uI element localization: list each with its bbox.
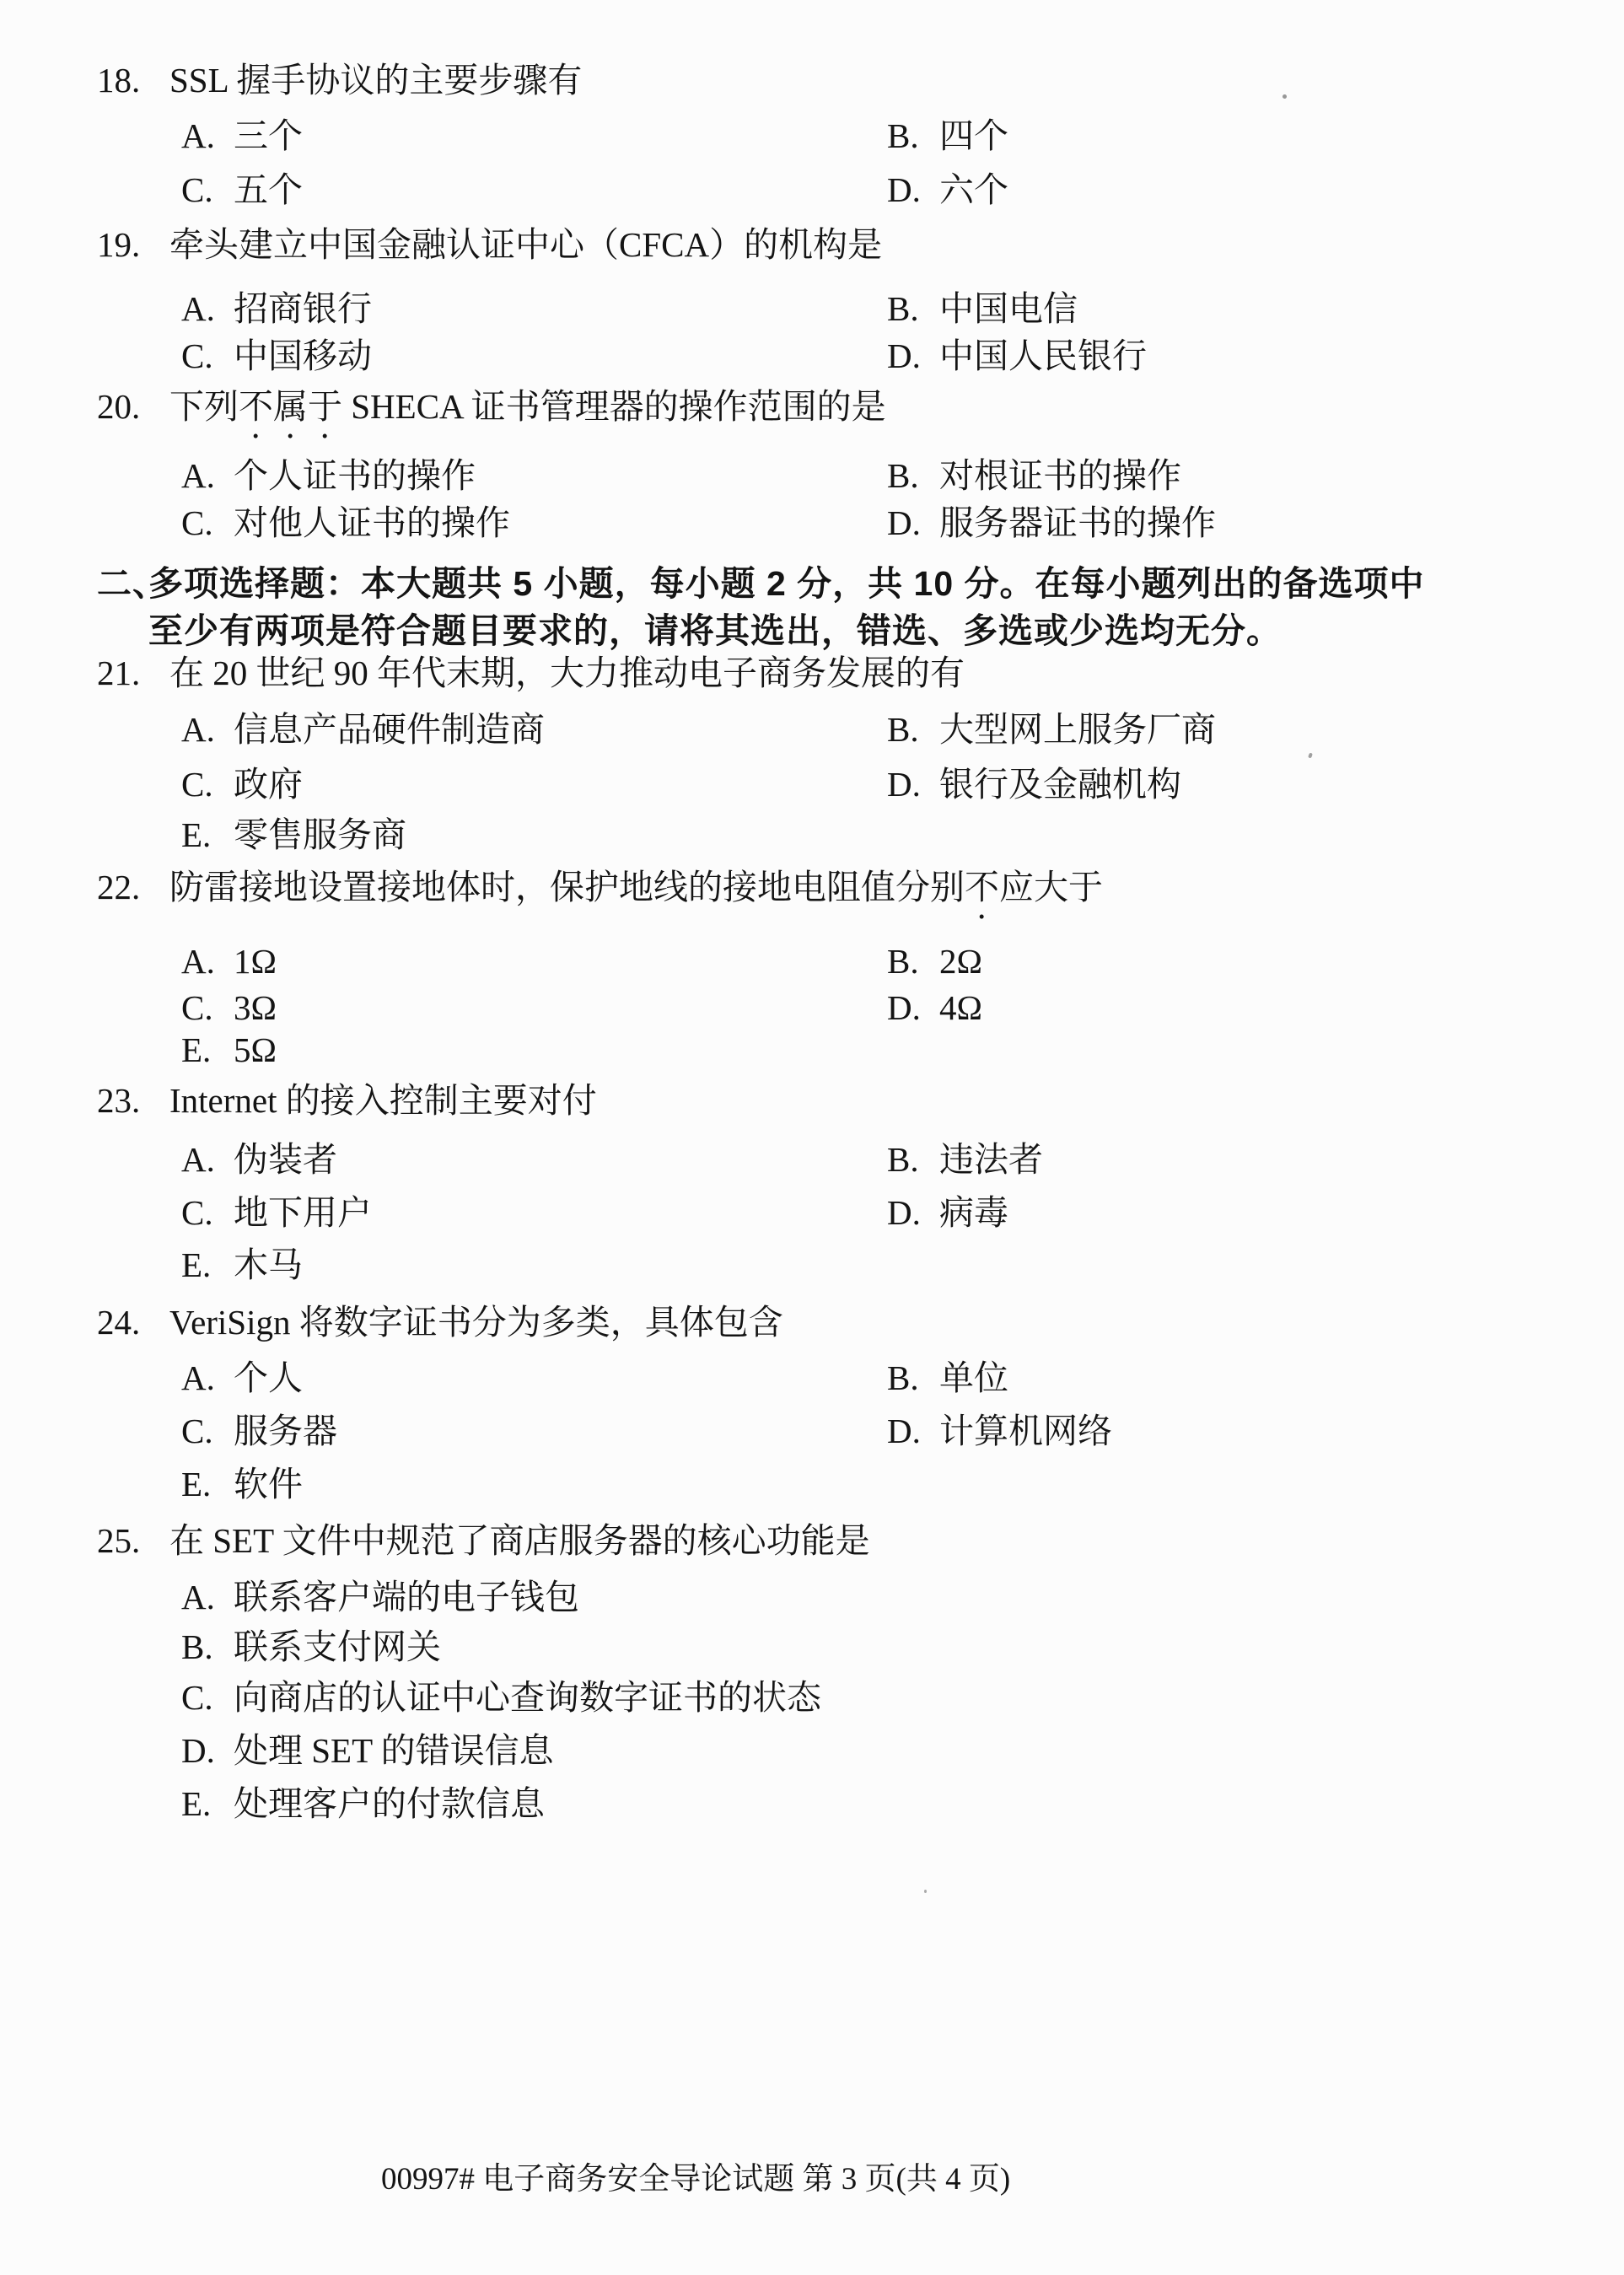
option-text: 软件	[234, 1465, 303, 1503]
option-text: 5Ω	[234, 1030, 277, 1069]
option-a	[181, 708, 545, 750]
question-24	[0, 1301, 1624, 1343]
option-text: 单位	[939, 1358, 1008, 1397]
question-number: 25.	[97, 1521, 141, 1560]
question-25-option-d	[0, 1729, 1624, 1772]
option-key: A.	[181, 116, 215, 155]
option-d	[887, 502, 1216, 544]
option-key: D.	[887, 336, 921, 375]
option-e	[181, 814, 406, 856]
question-number: 23.	[97, 1081, 141, 1120]
option-key: B.	[887, 710, 919, 749]
option-text: 2Ω	[939, 942, 982, 981]
option-text: 木马	[234, 1245, 303, 1284]
question-text	[169, 385, 886, 446]
option-text: 中国电信	[939, 289, 1078, 328]
scan-speck	[924, 1890, 927, 1893]
question-25-option-a	[0, 1576, 1624, 1618]
option-text: 中国人民银行	[939, 336, 1147, 375]
option-b	[887, 115, 1008, 157]
question-18-options-ab	[0, 115, 1624, 157]
option-key: B.	[887, 1358, 919, 1397]
option-b	[887, 454, 1181, 497]
option-key: D.	[887, 1193, 921, 1232]
option-b	[887, 708, 1216, 750]
option-b	[887, 940, 982, 982]
option-text: 服务器证书的操作	[939, 503, 1216, 542]
option-key: B.	[887, 289, 919, 328]
question-text	[169, 652, 965, 713]
question-25-option-e	[0, 1783, 1624, 1825]
option-key: B.	[887, 116, 919, 155]
question-24-option-e	[0, 1463, 1624, 1505]
option-e	[181, 1029, 277, 1071]
question-24-options-ab	[0, 1357, 1624, 1399]
option-b	[887, 288, 1078, 330]
question-text-pre: 防雷接地设置接地体时，保护地线的接地电阻值分别	[169, 868, 965, 906]
option-b	[887, 1138, 1043, 1181]
option-a	[181, 288, 372, 330]
section-2-header-line-1	[0, 562, 1624, 605]
option-text: 个人证书的操作	[234, 456, 476, 495]
option-c	[181, 987, 277, 1029]
question-text	[169, 1301, 783, 1362]
option-d	[181, 1729, 554, 1772]
option-c	[181, 1410, 337, 1452]
option-text: 地下用户	[234, 1193, 372, 1232]
question-18-options-cd	[0, 169, 1624, 211]
question-25-option-c	[0, 1676, 1624, 1718]
question-text	[169, 866, 1103, 927]
option-key: C.	[181, 1193, 213, 1232]
scan-speck	[1283, 94, 1287, 99]
option-key: D.	[181, 1731, 215, 1770]
question-number: 19.	[97, 225, 141, 264]
question-text-pre: 在 20 世纪 90 年代末期，大力推动电子商务发展的有	[169, 653, 965, 692]
option-d	[887, 763, 1181, 805]
option-a	[181, 940, 277, 982]
question-19	[0, 223, 1624, 266]
question-21	[0, 652, 1624, 694]
option-key: C.	[181, 765, 213, 804]
option-c	[181, 169, 303, 211]
option-e	[181, 1783, 545, 1825]
question-text-post: 应大于	[999, 868, 1103, 906]
question-20-options-ab	[0, 454, 1624, 497]
question-22	[0, 866, 1624, 908]
question-text-pre: VeriSign 将数字证书分为多类，具体包含	[169, 1303, 783, 1342]
option-c	[181, 335, 372, 377]
option-key: C.	[181, 170, 213, 209]
option-key: C.	[181, 988, 213, 1027]
question-text-emphasis: 不属于	[239, 387, 342, 426]
option-c	[181, 1676, 821, 1718]
option-text: 三个	[234, 116, 303, 155]
option-text: 零售服务商	[234, 815, 406, 854]
question-23	[0, 1079, 1624, 1121]
question-number: 24.	[97, 1303, 141, 1342]
section-2-header-line-2	[0, 610, 1624, 652]
question-text-pre: 在 SET 文件中规范了商店服务器的核心功能是	[169, 1521, 870, 1560]
option-a	[181, 115, 303, 157]
option-key: B.	[181, 1627, 213, 1666]
option-text: 联系客户端的电子钱包	[234, 1578, 579, 1616]
scan-speck	[1308, 752, 1313, 758]
option-key: E.	[181, 815, 212, 854]
option-text: 政府	[234, 765, 303, 804]
option-text: 六个	[939, 170, 1008, 209]
option-key: E.	[181, 1030, 212, 1069]
option-key: B.	[887, 1140, 919, 1179]
section-header-text: 至少有两项是符合题目要求的，请将其选出，错选、多选或少选均无分。	[148, 611, 1282, 650]
option-key: A.	[181, 1358, 215, 1397]
question-21-options-cd	[0, 763, 1624, 805]
option-c	[181, 502, 510, 544]
question-number: 21.	[97, 653, 141, 692]
option-text: 伪装者	[234, 1140, 337, 1179]
option-key: C.	[181, 503, 213, 542]
option-text: 1Ω	[234, 942, 277, 981]
option-text: 处理 SET 的错误信息	[234, 1731, 554, 1770]
option-key: D.	[887, 765, 921, 804]
question-text-post: SHECA 证书管理器的操作范围的是	[342, 387, 886, 426]
option-text: 4Ω	[939, 988, 982, 1027]
option-key: D.	[887, 503, 921, 542]
question-23-options-cd	[0, 1191, 1624, 1234]
option-key: C.	[181, 1412, 213, 1450]
option-d	[887, 1410, 1112, 1452]
option-b	[181, 1626, 441, 1668]
question-number: 20.	[97, 387, 141, 426]
question-20	[0, 385, 1624, 428]
option-key: D.	[887, 988, 921, 1027]
option-key: D.	[887, 1412, 921, 1450]
option-text: 向商店的认证中心查询数字证书的状态	[234, 1678, 821, 1717]
question-23-options-ab	[0, 1138, 1624, 1181]
option-key: C.	[181, 1678, 213, 1717]
question-text-pre: SSL 握手协议的主要步骤有	[169, 61, 583, 99]
option-a	[181, 1576, 579, 1618]
question-22-options-cd	[0, 987, 1624, 1029]
option-text: 病毒	[939, 1193, 1008, 1232]
question-text-pre: 下列	[169, 387, 239, 426]
option-text: 中国移动	[234, 336, 372, 375]
option-e	[181, 1244, 303, 1286]
option-d	[887, 1191, 1008, 1234]
option-text: 对根证书的操作	[939, 456, 1181, 495]
question-text	[169, 1079, 597, 1140]
option-text: 银行及金融机构	[939, 765, 1181, 804]
question-23-option-e	[0, 1244, 1624, 1286]
question-text-pre: Internet 的接入控制主要对付	[169, 1081, 597, 1120]
question-text	[169, 59, 582, 120]
option-text: 违法者	[939, 1140, 1043, 1179]
option-key: A.	[181, 942, 215, 981]
option-key: C.	[181, 336, 213, 375]
option-b	[887, 1357, 1008, 1399]
option-e	[181, 1463, 303, 1505]
option-key: E.	[181, 1465, 212, 1503]
option-d	[887, 169, 1008, 211]
question-text-pre: 牵头建立中国金融认证中心（CFCA）的机构是	[169, 225, 883, 264]
question-text	[169, 223, 882, 284]
option-text: 大型网上服务厂商	[939, 710, 1216, 749]
question-21-option-e	[0, 814, 1624, 856]
option-key: A.	[181, 1578, 215, 1616]
question-25-option-b	[0, 1626, 1624, 1668]
option-a	[181, 1357, 303, 1399]
question-25	[0, 1519, 1624, 1562]
option-key: A.	[181, 1140, 215, 1179]
question-text-emphasis: 不	[965, 868, 999, 906]
option-key: E.	[181, 1784, 212, 1823]
option-key: E.	[181, 1245, 212, 1284]
option-d	[887, 335, 1147, 377]
question-22-options-ab	[0, 940, 1624, 982]
option-a	[181, 454, 476, 497]
option-d	[887, 987, 982, 1029]
option-key: B.	[887, 942, 919, 981]
option-c	[181, 763, 303, 805]
question-number: 18.	[97, 61, 141, 99]
option-text: 五个	[234, 170, 303, 209]
question-20-options-cd	[0, 502, 1624, 544]
option-text: 四个	[939, 116, 1008, 155]
option-c	[181, 1191, 372, 1234]
question-19-options-cd	[0, 335, 1624, 377]
question-number: 22.	[97, 868, 141, 906]
option-text: 处理客户的付款信息	[234, 1784, 545, 1823]
option-text: 信息产品硬件制造商	[234, 710, 545, 749]
option-a	[181, 1138, 337, 1181]
option-key: A.	[181, 710, 215, 749]
page-footer: 00997# 电子商务安全导论试题 第 3 页(共 4 页)	[381, 2162, 1011, 2197]
question-21-options-ab	[0, 708, 1624, 750]
option-key: D.	[887, 170, 921, 209]
option-key: A.	[181, 289, 215, 328]
question-24-options-cd	[0, 1410, 1624, 1452]
option-text: 对他人证书的操作	[234, 503, 510, 542]
option-text: 计算机网络	[939, 1412, 1112, 1450]
option-text: 3Ω	[234, 988, 277, 1027]
section-marker: 二、	[97, 564, 168, 603]
option-text: 个人	[234, 1358, 303, 1397]
option-key: A.	[181, 456, 215, 495]
option-text: 招商银行	[234, 289, 372, 328]
option-key: B.	[887, 456, 919, 495]
question-text	[169, 1519, 870, 1580]
question-22-option-e	[0, 1029, 1624, 1071]
option-text: 服务器	[234, 1412, 337, 1450]
option-text: 联系支付网关	[234, 1627, 441, 1666]
question-18	[0, 59, 1624, 101]
section-header-text: 多项选择题：本大题共 5 小题，每小题 2 分，共 10 分。在每小题列出的备选项中	[148, 564, 1425, 603]
question-19-options-ab	[0, 288, 1624, 330]
